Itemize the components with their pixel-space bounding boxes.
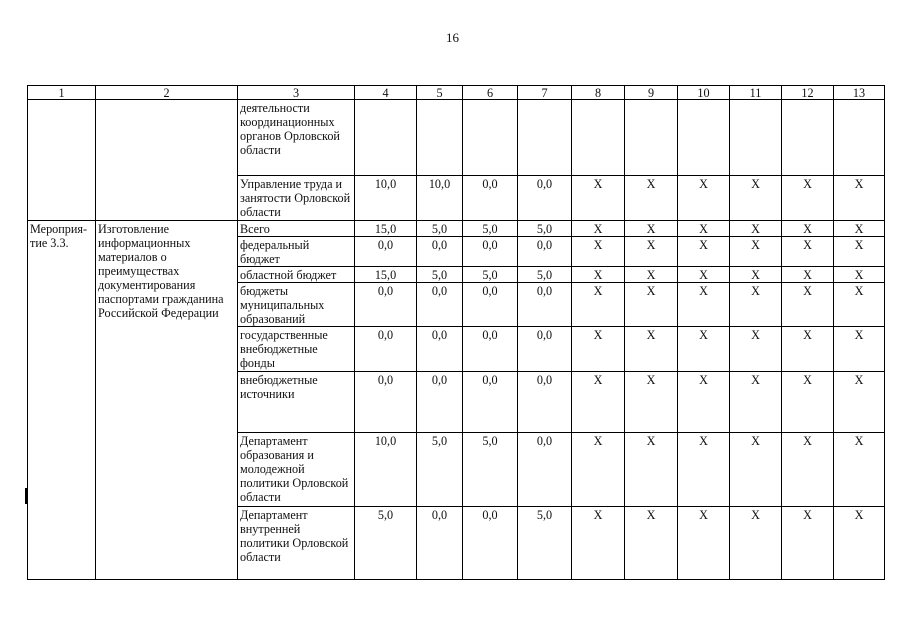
scan-margin-mark [25,488,28,504]
value-cell: 0,0 [355,237,417,267]
mark-cell: X [625,327,678,372]
mark-cell: X [625,221,678,237]
column-number: 2 [96,86,238,100]
column-number: 5 [417,86,463,100]
mark-cell: X [572,433,625,507]
column-number: 4 [355,86,417,100]
event-number-cell: Мероприя-тие 3.3. [28,221,96,580]
mark-cell: X [834,327,885,372]
value-cell [417,100,463,176]
value-cell: 5,0 [417,433,463,507]
mark-cell: X [678,507,730,580]
mark-cell: X [730,433,782,507]
mark-cell: X [834,176,885,221]
value-cell: 0,0 [463,237,518,267]
mark-cell: X [834,433,885,507]
mark-cell: X [625,507,678,580]
column-number: 7 [518,86,572,100]
column-number: 6 [463,86,518,100]
mark-cell: X [730,176,782,221]
event-name-cell [96,100,238,221]
column-number: 10 [678,86,730,100]
mark-cell [730,100,782,176]
value-cell: 0,0 [463,372,518,433]
mark-cell: X [782,283,834,327]
mark-cell: X [834,237,885,267]
mark-cell: X [678,267,730,283]
mark-cell: X [834,221,885,237]
value-cell: 0,0 [417,507,463,580]
mark-cell: X [625,433,678,507]
column-number: 11 [730,86,782,100]
value-cell: 0,0 [417,327,463,372]
mark-cell: X [572,221,625,237]
value-cell: 0,0 [518,372,572,433]
mark-cell: X [678,327,730,372]
value-cell: 0,0 [417,283,463,327]
column-number: 9 [625,86,678,100]
mark-cell: X [730,221,782,237]
value-cell: 0,0 [518,283,572,327]
mark-cell: X [782,237,834,267]
mark-cell: X [678,176,730,221]
funding-source-cell: Всего [238,221,355,237]
value-cell: 0,0 [518,327,572,372]
mark-cell: X [572,283,625,327]
funding-source-cell: внебюджетные источники [238,372,355,433]
mark-cell: X [834,372,885,433]
column-number: 3 [238,86,355,100]
mark-cell: X [625,372,678,433]
mark-cell: X [782,327,834,372]
mark-cell: X [572,372,625,433]
funding-source-cell: федеральный бюджет [238,237,355,267]
mark-cell: X [834,507,885,580]
mark-cell: X [782,221,834,237]
funding-source-cell: областной бюджет [238,267,355,283]
mark-cell: X [834,283,885,327]
column-number: 8 [572,86,625,100]
mark-cell: X [678,221,730,237]
mark-cell: X [730,267,782,283]
value-cell [518,100,572,176]
mark-cell: X [782,507,834,580]
value-cell: 0,0 [463,176,518,221]
mark-cell [782,100,834,176]
value-cell: 0,0 [417,372,463,433]
value-cell: 5,0 [518,267,572,283]
mark-cell: X [625,176,678,221]
mark-cell: X [678,372,730,433]
mark-cell [834,100,885,176]
table-row [28,100,885,176]
mark-cell: X [782,433,834,507]
table-row [28,221,885,237]
mark-cell: X [572,267,625,283]
value-cell: 5,0 [463,267,518,283]
mark-cell: X [782,176,834,221]
mark-cell: X [572,507,625,580]
value-cell: 0,0 [355,372,417,433]
value-cell: 5,0 [518,507,572,580]
value-cell: 0,0 [463,283,518,327]
mark-cell: X [678,283,730,327]
mark-cell: X [572,176,625,221]
mark-cell: X [730,327,782,372]
mark-cell: X [678,237,730,267]
funding-source-cell: государственные внебюджетные фонды [238,327,355,372]
mark-cell: X [782,372,834,433]
mark-cell [572,100,625,176]
budget-table [27,85,885,580]
event-name-cell: Изготовление информационных материалов о преимуществах документирования паспортами гражданина Российской Федерации [96,221,238,580]
mark-cell: X [730,507,782,580]
column-number: 12 [782,86,834,100]
value-cell: 5,0 [518,221,572,237]
value-cell: 5,0 [463,221,518,237]
value-cell: 10,0 [355,433,417,507]
value-cell: 0,0 [518,176,572,221]
value-cell: 0,0 [417,237,463,267]
funding-source-cell: деятельности координационных органов Орловской области [238,100,355,176]
mark-cell [678,100,730,176]
column-number: 13 [834,86,885,100]
value-cell: 0,0 [355,327,417,372]
value-cell: 0,0 [463,507,518,580]
mark-cell: X [572,327,625,372]
mark-cell: X [730,237,782,267]
value-cell: 10,0 [355,176,417,221]
mark-cell: X [834,267,885,283]
mark-cell: X [730,372,782,433]
value-cell: 5,0 [463,433,518,507]
mark-cell: X [572,237,625,267]
value-cell: 15,0 [355,221,417,237]
value-cell: 5,0 [417,267,463,283]
mark-cell: X [625,237,678,267]
page-number: 16 [446,30,459,45]
funding-source-cell: Департамент образования и молодежной политики Орловской области [238,433,355,507]
value-cell: 0,0 [463,327,518,372]
value-cell [355,100,417,176]
mark-cell: X [730,283,782,327]
mark-cell: X [625,283,678,327]
mark-cell: X [625,267,678,283]
value-cell: 5,0 [355,507,417,580]
value-cell: 15,0 [355,267,417,283]
value-cell: 0,0 [355,283,417,327]
value-cell: 5,0 [417,221,463,237]
mark-cell: X [678,433,730,507]
value-cell: 0,0 [518,433,572,507]
funding-source-cell: Департамент внутренней политики Орловской области [238,507,355,580]
value-cell [463,100,518,176]
mark-cell: X [782,267,834,283]
value-cell: 10,0 [417,176,463,221]
value-cell: 0,0 [518,237,572,267]
funding-source-cell: бюджеты муниципальных образований [238,283,355,327]
funding-source-cell: Управление труда и занятости Орловской области [238,176,355,221]
column-number: 1 [28,86,96,100]
mark-cell [625,100,678,176]
event-number-cell [28,100,96,221]
column-number-row [28,86,885,100]
